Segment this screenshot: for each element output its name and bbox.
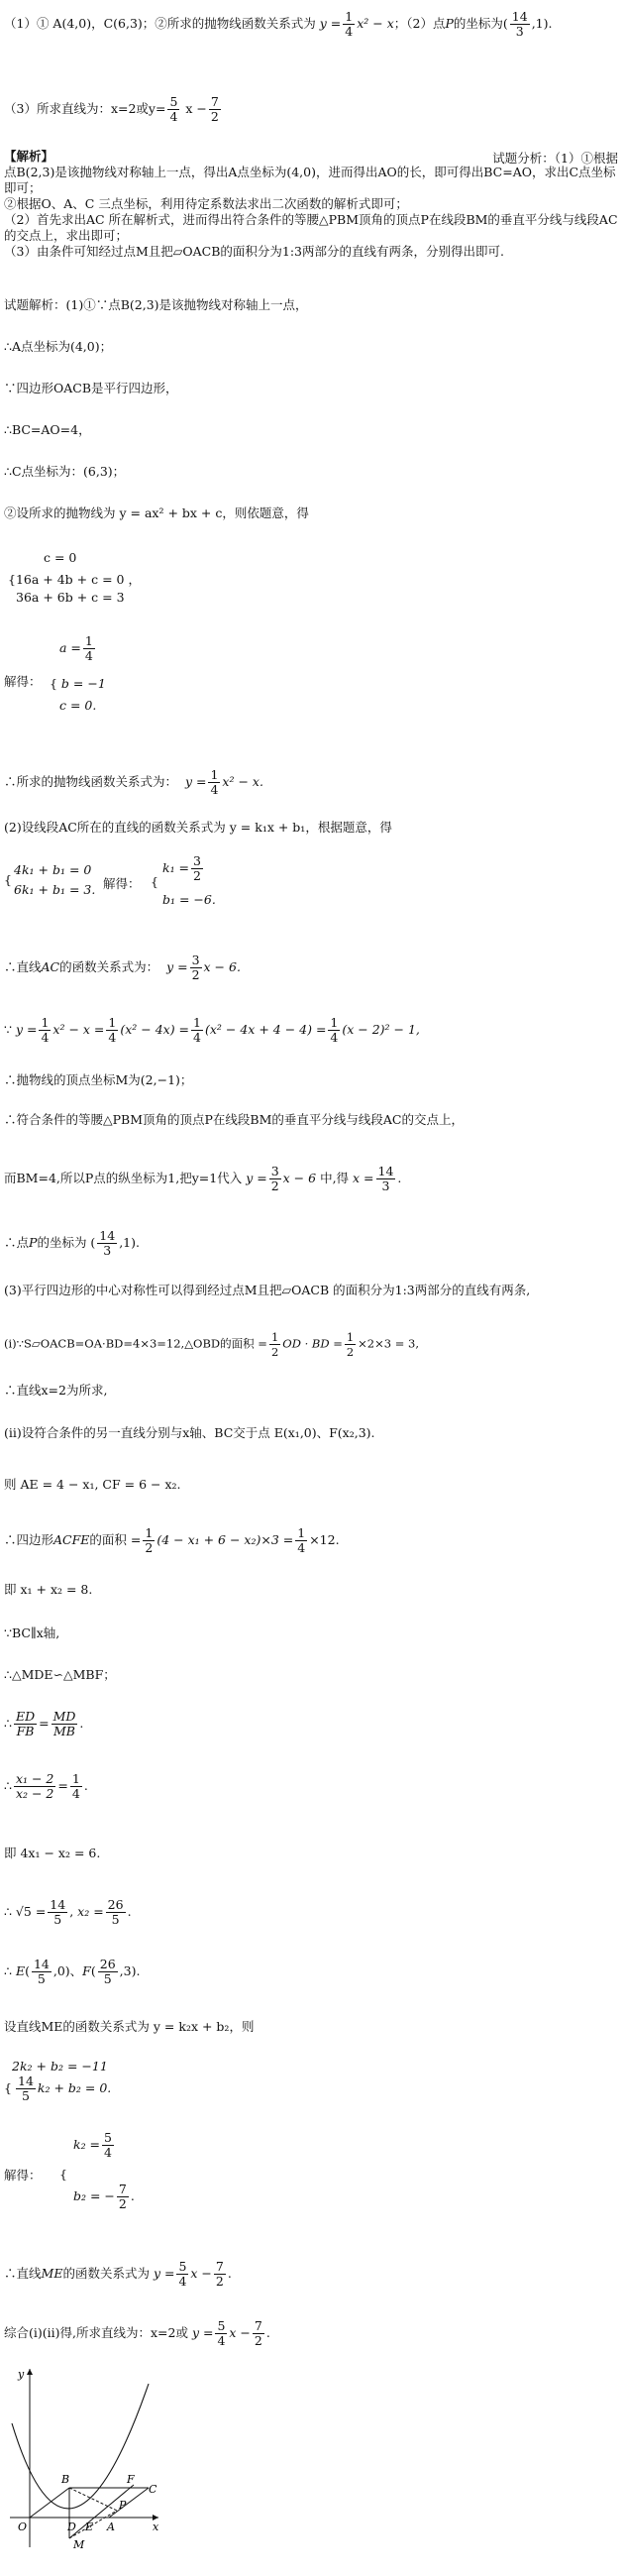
sol-s26: ∴ $\frac{ED}{FB}$ = $\frac{MD}{MB}$ . (4, 1709, 84, 1738)
sol-s31: 设直线ME的函数关系式为 y = k₂x + b₂，则 (4, 2019, 255, 2034)
system-6: k₂ = $\frac{5}{4}$ { b₂ = − $\frac{7}{2}$ . (59, 2130, 135, 2211)
label-F: F (127, 2473, 135, 2486)
sol-s10: 解得： (103, 876, 141, 891)
sol-s18: (ⅰ)∵S▱OACB=OA·BD=4×3=12,△OBD的面积 = $\frac{1}{2}$ OD · BD = $\frac{1}{2}$ ×2×3 = 3, (4, 1330, 419, 1359)
sol-s33: ∴直线ME的函数关系式为 y = $\frac{5}{4}$ x − $\frac{7}{2}$ . (4, 2259, 232, 2289)
sol-s23: 即 x₁ + x₂ = 8. (4, 1582, 93, 1597)
label-M: M (73, 2538, 85, 2551)
system-1-row: 16a + 4b + c = 0 ， (15, 572, 141, 587)
sol-s14: ∴符合条件的等腰△PBM顶角的顶点P在线段BM的垂直平分线与线段AC的交点上， (4, 1112, 464, 1127)
sol-s7: 解得： (4, 674, 42, 689)
sol-s8: ∴所求的抛物线函数关系式为： y = $\frac{1}{4}$ x² − x. (4, 767, 263, 797)
label-C: C (149, 2483, 157, 2496)
sol-s29: ∴ √5 = $\frac{14}{5}$ , x₂ = $\frac{26}{5}$ . (4, 1897, 132, 1927)
sol-s28: 即 4x₁ − x₂ = 6. (4, 1846, 101, 1860)
sol-s25: ∴△MDE∽△MBF； (4, 1667, 116, 1682)
segment-AC (109, 2488, 149, 2518)
sol-s24: ∵BC∥x轴, (4, 1625, 60, 1640)
sol-s6: ②设所求的抛物线为 y = ax² + bx + c，则依题意，得 (4, 505, 309, 520)
system-1-row: 36a + 6b + c = 3 (16, 590, 125, 605)
answer-part1-2: （1）① A(4,0)，C(6,3)；②所求的抛物线函数关系式为 y = $\frac{1}{4}$ x² − x；（2）点P的坐标为( $\frac{14}{3}$ ,1). (4, 9, 553, 39)
system-1: c = 0 {16a + 4b + c = 0 ， 36a + 6b + c = 3 (8, 550, 141, 605)
sol-s11: ∴直线AC的函数关系式为： y = $\frac{3}{2}$ x − 6. (4, 952, 241, 982)
sol-s32: 解得： (4, 2168, 42, 2183)
label-B: B (61, 2473, 70, 2486)
system-2: a = $\frac{1}{4}$ { b = −1 c = 0. (50, 633, 106, 713)
analysis-p4: （3）由条件可知经过点M且把▱OACB的面积分为1:3两部分的直线有两条，分别得出即可. (4, 244, 504, 259)
sol-s20: (ⅱ)设符合条件的另一直线分别与x轴、BC交于点 E(x₁,0)、F(x₂,3). (4, 1425, 375, 1440)
label-A: A (107, 2520, 115, 2533)
sol-s3: ∵四边形OACB是平行四边形， (4, 381, 178, 395)
system-1-row: c = 0 (44, 550, 77, 565)
sol-s17: (3)平行四边形的中心对称性可以得到经过点M且把▱OACB 的面积分为1:3两部分的直线有两条, (4, 1283, 531, 1297)
analysis-p2: ②根据O、A、C 三点坐标，利用待定系数法求出二次函数的解析式即可； (4, 196, 408, 211)
sol-s15: 而BM=4,所以P点的纵坐标为1,把y=1代入 y = $\frac{3}{2}$ x − 6 中,得 x = $\frac{14}{3}$ . (4, 1164, 402, 1193)
sol-s5: ∴C点坐标为：(6,3)； (4, 464, 126, 479)
sol-s9: (2)设线段AC所在的直线的函数关系式为 y = k₁x + b₁，根据题意，得 (4, 820, 392, 835)
answer-part3: （3）所求直线为：x=2或y= $\frac{5}{4}$ x − $\frac{7}{2}$ (4, 94, 219, 124)
sol-s30: ∴ E( $\frac{14}{5}$ ,0)、F( $\frac{26}{5}$ ,3). (4, 1957, 141, 1986)
segment-OB (30, 2488, 69, 2518)
sol-s21: 则 AE = 4 − x₁, CF = 6 − x₂. (4, 1477, 181, 1492)
sol-s22: ∴四边形ACFE的面积 = $\frac{1}{2}$ (4 − x₁ + 6 − x₂)×3 = $\frac{1}{4}$ ×12. (4, 1525, 340, 1555)
analysis-heading: 【解析】 (4, 149, 54, 164)
analysis-intro: 试题分析：（1）①根据 (492, 151, 618, 166)
sol-s2: ∴A点坐标为(4,0)； (4, 339, 113, 354)
sol-s16: ∴点P的坐标为 ( $\frac{14}{3}$ ,1). (4, 1228, 140, 1258)
y-axis-arrow (27, 2369, 33, 2375)
label-O: O (18, 2520, 28, 2533)
sol-s13: ∴抛物线的顶点坐标M为(2,−1)； (4, 1072, 193, 1087)
sol-s12: ∵ y = $\frac{1}{4}$ x² − x = $\frac{1}{4}$ (x² − 4x) = $\frac{1}{4}$ (x² − 4x + 4 − 4) = $\frac{1}{4}$ (x − 2)² − 1, (4, 1015, 420, 1045)
label-P: P (119, 2499, 127, 2512)
sol-s19: ∴直线x=2为所求, (4, 1383, 108, 1398)
label-D: D (67, 2520, 76, 2533)
analysis-p3: （2）首先求出AC 所在解析式，进而得出符合条件的等腰△PBM顶角的顶点P在线段BM的垂直平分线与线段AC的交点上，求出即可； (4, 212, 618, 243)
system-5: 2k₂ + b₂ = −11 { $\frac{14}{5}$ k₂ + b₂ = 0. (4, 2059, 112, 2103)
sol-s27: ∴ $\frac{\text{x₁ − 2}}{\text{x₂ − 2}}$ = $\frac{1}{4}$ . (4, 1771, 88, 1801)
sol-s4: ∴BC=AO=4， (4, 422, 91, 437)
label-E: E (85, 2520, 94, 2533)
system-3-4: 4k₁ + b₁ = 0 { 6k₁ + b₁ = 3. 解得： { k₁ = $\frac{3}{2}$ b₁ = −6. (4, 853, 216, 907)
label-x: x (153, 2520, 159, 2533)
geometry-figure (0, 2364, 198, 2552)
analysis-p1: 点B(2,3)是该抛物线对称轴上一点，得出A点坐标为(4,0)，进而得出AO的长，即可得出BC=AO，求出C点坐标即可； (4, 165, 616, 195)
sol-s1: 试题解析：(1)①∵点B(2,3)是该抛物线对称轴上一点， (4, 297, 308, 312)
sol-s34: 综合(ⅰ)(ⅱ)得,所求直线为：x=2或 y = $\frac{5}{4}$ x − $\frac{7}{2}$ . (4, 2318, 270, 2348)
label-y: y (18, 2368, 25, 2381)
